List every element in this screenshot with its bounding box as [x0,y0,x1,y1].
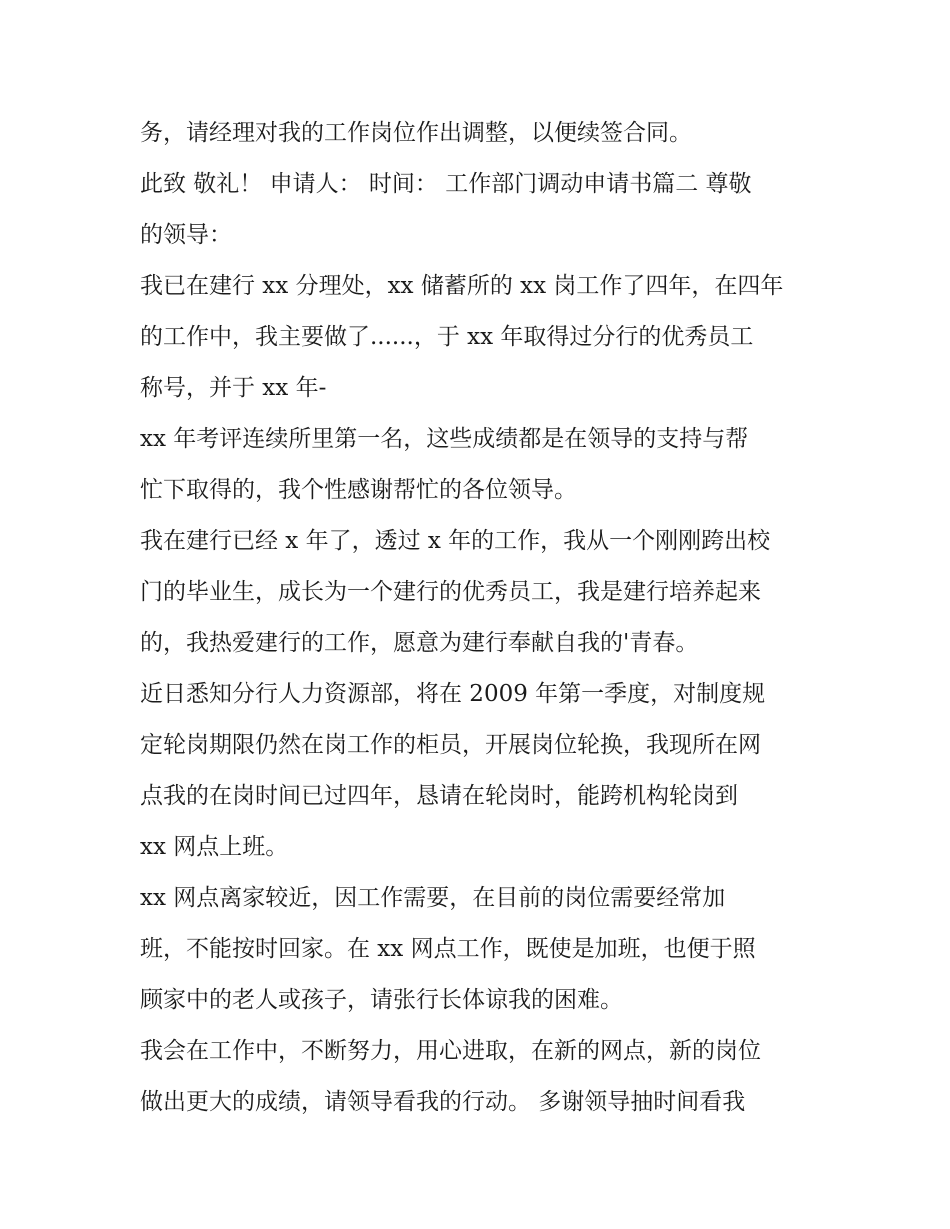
text-line: 的领导： [140,222,232,248]
text-line: 称号，并于 xx 年- [140,375,327,401]
text-line: xx 年考评连续所里第一名，这些成绩都是在领导的支持与帮 [140,426,749,452]
text-line: 我会在工作中，不断努力，用心进取，在新的网点，新的岗位 [140,1038,761,1064]
text-line: 近日悉知分行人力资源部，将在 2009 年第一季度，对制度规 [140,681,766,707]
text-line: 门的毕业生，成长为一个建行的优秀员工，我是建行培养起来 [140,579,761,605]
text-line: 忙下取得的，我个性感谢帮忙的各位领导。 [140,477,577,503]
text-line: 我已在建行 xx 分理处，xx 储蓄所的 xx 岗工作了四年，在四年 [140,273,784,299]
text-line: 我在建行已经 x 年了，透过 x 年的工作，我从一个刚刚跨出校 [140,528,771,554]
text-line: 的工作中，我主要做了......，于 xx 年取得过分行的优秀员工 [140,324,754,350]
text-line: 点我的在岗时间已过四年，恳请在轮岗时，能跨机构轮岗到 [140,783,738,809]
text-line: 此致 敬礼！ 申请人： 时间： 工作部门调动申请书篇二 尊敬 [140,171,752,197]
text-line: 的，我热爱建行的工作，愿意为建行奉献自我的'青春。 [140,630,699,656]
text-line: xx 网点上班。 [140,834,289,860]
text-line: 务，请经理对我的工作岗位作出调整，以便续签合同。 [140,120,692,146]
text-line: 定轮岗期限仍然在岗工作的柜员，开展岗位轮换，我现所在网 [140,732,761,758]
text-line: 做出更大的成绩，请领导看我的行动。 多谢领导抽时间看我 [140,1089,746,1115]
document-body [140,108,820,1128]
text-line: xx 网点离家较近，因工作需要，在目前的岗位需要经常加 [140,885,726,911]
text-line: 顾家中的老人或孩子，请张行长体谅我的困难。 [140,987,623,1013]
text-line: 班，不能按时回家。在 xx 网点工作，既使是加班，也便于照 [140,936,756,962]
